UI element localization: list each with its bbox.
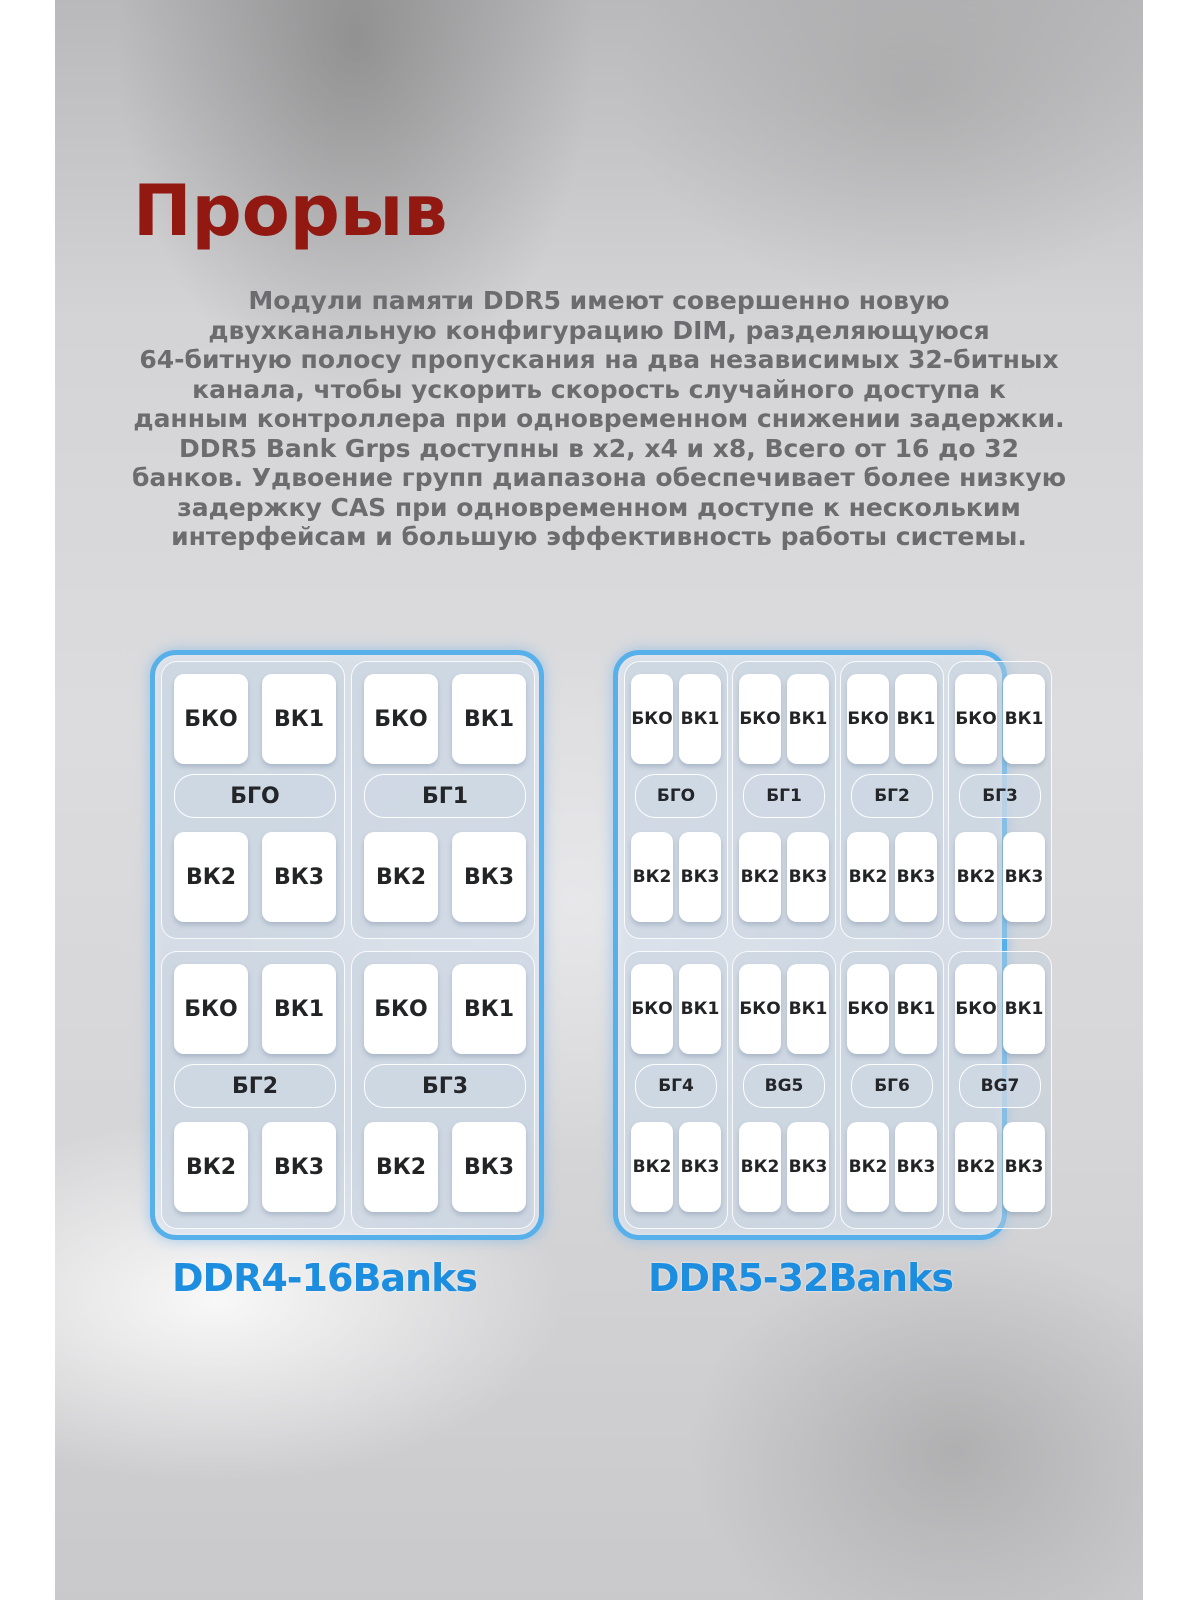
ddr5-group-label: BG5 — [743, 1064, 825, 1108]
ddr5-bank: ВК1 — [679, 964, 721, 1054]
ddr4-group-label: БГ1 — [364, 774, 526, 818]
ddr5-bank: ВК3 — [895, 832, 937, 922]
ddr5-bank: ВК2 — [631, 1122, 673, 1212]
intro-line: банков. Удвоение групп диапазона обеспечивает более низкую — [132, 463, 1066, 492]
ddr5-bank: ВК3 — [1003, 832, 1045, 922]
ddr5-bank: ВК1 — [895, 674, 937, 764]
ddr5-bank-group — [948, 951, 1052, 1229]
background-canvas — [55, 0, 1143, 1600]
page-title: Прорыв — [133, 170, 448, 252]
ddr4-bank: ВК2 — [364, 832, 438, 922]
ddr5-group-label: БГ2 — [851, 774, 933, 818]
ddr4-group-label: БГО — [174, 774, 336, 818]
intro-line: двухканальную конфигурацию DIM, разделяющуюся — [208, 315, 990, 345]
ddr5-group-label: БГ4 — [635, 1064, 717, 1108]
ddr5-bank-group — [624, 661, 728, 939]
ddr5-bank: ВК3 — [895, 1122, 937, 1212]
ddr4-bank: ВК3 — [262, 1122, 336, 1212]
ddr5-bank: БКО — [631, 674, 673, 764]
ddr4-bank: ВК2 — [364, 1122, 438, 1212]
ddr5-bank: ВК3 — [679, 832, 721, 922]
ddr5-bank: ВК1 — [1003, 964, 1045, 1054]
ddr5-bank-group — [840, 661, 944, 939]
ddr5-bank: ВК2 — [631, 832, 673, 922]
ddr5-bank: ВК2 — [739, 832, 781, 922]
ddr5-bank: ВК2 — [955, 832, 997, 922]
ddr4-bank: ВК1 — [262, 964, 336, 1054]
ddr5-bank: БКО — [955, 964, 997, 1054]
ddr5-bank: ВК3 — [679, 1122, 721, 1212]
ddr5-group-label: БГ6 — [851, 1064, 933, 1108]
ddr5-group-label: BG7 — [959, 1064, 1041, 1108]
intro-line: Модули памяти DDR5 имеют совершенно новую — [248, 286, 950, 315]
ddr4-bank: ВК3 — [452, 832, 526, 922]
ddr4-bank-group — [351, 951, 535, 1229]
intro-line: DDR5 Bank Grps доступны в x2, x4 и x8, Всего от 16 до 32 — [179, 433, 1019, 463]
ddr5-bank-diagram — [613, 650, 1044, 1240]
ddr4-bank: ВК3 — [452, 1122, 526, 1212]
ddr5-bank-group — [732, 661, 836, 939]
ddr5-bank: БКО — [847, 674, 889, 764]
ddr4-bank-diagram — [150, 650, 544, 1240]
ddr5-bank: ВК2 — [955, 1122, 997, 1212]
ddr5-bank: БКО — [631, 964, 673, 1054]
intro-line: 64-битную полосу пропускания на два независимых 32-битных — [139, 345, 1059, 374]
ddr4-group-label: БГ2 — [174, 1064, 336, 1108]
ddr5-bank: БКО — [739, 674, 781, 764]
ddr5-bank: БКО — [847, 964, 889, 1054]
ddr5-bank: ВК1 — [1003, 674, 1045, 764]
ddr4-bank-group — [161, 661, 345, 939]
ddr5-caption: DDR5-32Banks — [648, 1256, 953, 1300]
ddr4-bank-group — [161, 951, 345, 1229]
ddr4-bank: БКО — [364, 674, 438, 764]
ddr4-bank: БКО — [364, 964, 438, 1054]
ddr4-bank: БКО — [174, 674, 248, 764]
ddr4-bank: БКО — [174, 964, 248, 1054]
ddr5-bank: ВК1 — [787, 674, 829, 764]
ddr5-bank: ВК3 — [787, 1122, 829, 1212]
ddr5-group-label: БГО — [635, 774, 717, 818]
ddr5-bank: ВК3 — [1003, 1122, 1045, 1212]
ddr5-bank: БКО — [955, 674, 997, 764]
ddr5-bank-group — [840, 951, 944, 1229]
ddr4-bank: ВК2 — [174, 832, 248, 922]
ddr4-bank: ВК3 — [262, 832, 336, 922]
ddr4-caption: DDR4-16Banks — [172, 1256, 477, 1300]
intro-line: интерфейсам и большую эффективность работы системы. — [171, 522, 1027, 551]
ddr4-bank: ВК1 — [262, 674, 336, 764]
ddr4-bank: ВК1 — [452, 674, 526, 764]
ddr4-group-label: БГ3 — [364, 1064, 526, 1108]
ddr5-bank: ВК3 — [787, 832, 829, 922]
intro-line: задержку CAS при одновременном доступе к нескольким — [177, 492, 1021, 522]
ddr5-bank: ВК2 — [847, 832, 889, 922]
intro-line: данным контроллера при одновременном снижении задержки. — [133, 404, 1065, 433]
ddr5-bank-group — [732, 951, 836, 1229]
ddr4-bank-group — [351, 661, 535, 939]
ddr4-bank: ВК1 — [452, 964, 526, 1054]
ddr5-bank-group — [624, 951, 728, 1229]
ddr5-bank: ВК1 — [679, 674, 721, 764]
ddr5-group-label: БГ1 — [743, 774, 825, 818]
ddr5-bank-group — [948, 661, 1052, 939]
ddr4-bank: ВК2 — [174, 1122, 248, 1212]
ddr5-group-label: БГ3 — [959, 774, 1041, 818]
ddr5-bank: ВК2 — [847, 1122, 889, 1212]
ddr5-bank: БКО — [739, 964, 781, 1054]
ddr5-bank: ВК1 — [895, 964, 937, 1054]
intro-text — [115, 286, 1083, 552]
intro-line: канала, чтобы ускорить скорость случайного доступа к — [192, 374, 1006, 404]
ddr5-bank: ВК1 — [787, 964, 829, 1054]
ddr5-bank: ВК2 — [739, 1122, 781, 1212]
